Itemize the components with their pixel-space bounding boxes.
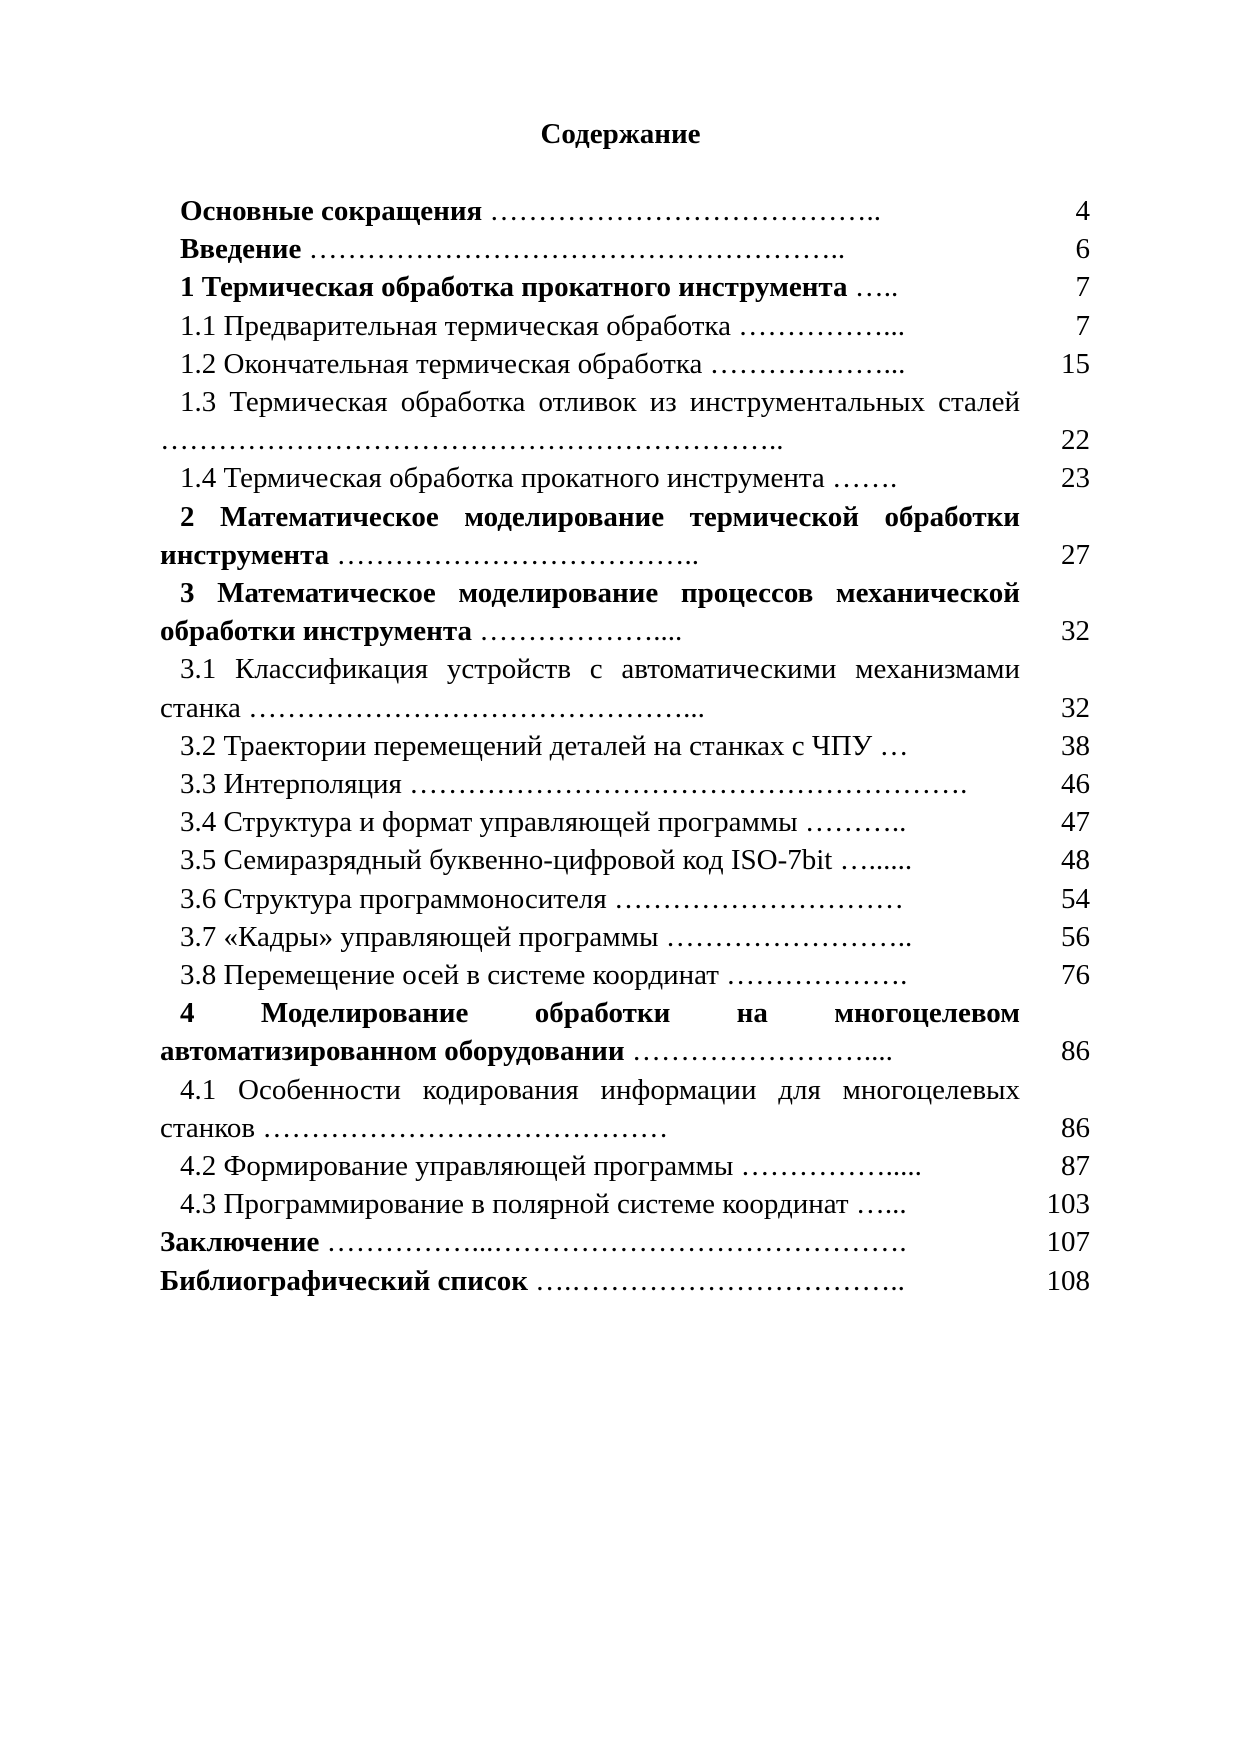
toc-entry bbox=[160, 192, 1090, 230]
toc-entry-title: 3.1 Классификация устройств с автоматическими механизмами станка bbox=[160, 653, 1020, 724]
toc-entry-text bbox=[160, 650, 1020, 726]
toc-entry bbox=[160, 1147, 1090, 1185]
toc-entry bbox=[160, 268, 1090, 306]
toc-entry-page-number: 32 bbox=[1061, 691, 1090, 724]
toc-entry-page-number: 27 bbox=[1061, 538, 1090, 571]
toc-entry bbox=[160, 918, 1090, 956]
toc-entry-title: 4.1 Особенности кодирования информации для многоцелевых станков bbox=[160, 1073, 1020, 1144]
toc-entry-text bbox=[160, 880, 1020, 918]
toc-entry-title: 1.2 Окончательная термическая обработка bbox=[180, 347, 703, 380]
toc-entry-text bbox=[160, 994, 1020, 1070]
toc-entry-leader: ……………….... bbox=[479, 615, 683, 648]
toc-entry-title: 3.6 Структура программоносителя bbox=[180, 882, 607, 915]
toc-entry bbox=[160, 841, 1090, 879]
toc-entry-text bbox=[160, 383, 1020, 459]
toc-entry bbox=[160, 803, 1090, 841]
toc-entry bbox=[160, 1185, 1090, 1223]
toc-entry bbox=[160, 383, 1090, 459]
toc-entry-leader: ……………..... bbox=[740, 1150, 922, 1183]
toc-entry-leader: ……………... bbox=[738, 309, 905, 342]
toc-entry-title: 3.3 Интерполяция bbox=[180, 768, 402, 801]
toc-entry-title: 2 Математическое моделирование термической обработки инструмента bbox=[160, 500, 1020, 571]
toc-entry-leader: ….. bbox=[854, 271, 899, 304]
toc-entry-title: 1 Термическая обработка прокатного инструмента bbox=[180, 271, 848, 304]
toc-entry-title: 4.3 Программирование в полярной системе координат bbox=[180, 1188, 849, 1221]
toc-entry-leader: ……………………………………………….. bbox=[308, 233, 846, 266]
toc-entry-page-number: 48 bbox=[1061, 844, 1090, 877]
toc-entry-title: 4.2 Формирование управляющей программы bbox=[180, 1150, 734, 1183]
toc-entry-page-number: 87 bbox=[1061, 1150, 1090, 1183]
toc-entry-page-number: 4 bbox=[1075, 195, 1090, 227]
toc-entry-text bbox=[160, 803, 1020, 841]
toc-entry-page-number: 86 bbox=[1061, 1035, 1090, 1068]
toc-entry-title: Введение bbox=[180, 233, 302, 266]
toc-entry-title: 1.3 Термическая обработка отливок из инструментальных сталей bbox=[180, 386, 1020, 419]
toc-entry-text bbox=[160, 956, 1020, 994]
toc-entry-text bbox=[160, 841, 1020, 879]
toc-entry-page-number: 6 bbox=[1075, 233, 1090, 266]
toc-entry bbox=[160, 956, 1090, 994]
toc-entry-text bbox=[160, 345, 1020, 383]
toc-entry bbox=[160, 307, 1090, 345]
table-of-contents bbox=[160, 192, 1090, 1300]
toc-entry-title: Библиографический список bbox=[160, 1264, 528, 1297]
toc-entry-text bbox=[160, 307, 1020, 345]
toc-entry-leader: …………………………………………………. bbox=[409, 768, 968, 801]
toc-entry-page-number: 38 bbox=[1061, 729, 1090, 762]
toc-entry-title: Основные сокращения bbox=[180, 195, 483, 227]
toc-entry-title: Заключение bbox=[160, 1226, 320, 1259]
toc-entry-text bbox=[160, 1185, 1020, 1223]
toc-entry bbox=[160, 994, 1090, 1070]
toc-entry-leader: …………………….. bbox=[665, 920, 913, 953]
toc-entry-page-number: 56 bbox=[1061, 920, 1090, 953]
toc-entry-page-number: 7 bbox=[1075, 309, 1090, 342]
toc-entry-leader: …………………………………… bbox=[262, 1111, 669, 1144]
toc-entry-text bbox=[160, 918, 1020, 956]
toc-entry-leader: … bbox=[879, 729, 909, 762]
toc-entry bbox=[160, 1262, 1090, 1300]
toc-entry-page-number: 103 bbox=[1046, 1188, 1090, 1221]
toc-entry-title: 3.8 Перемещение осей в системе координат bbox=[180, 959, 719, 992]
toc-entry-leader: ………………. bbox=[726, 959, 908, 992]
toc-entry-title: 3.2 Траектории перемещений деталей на станках с ЧПУ bbox=[180, 729, 873, 762]
toc-entry-leader: ………………………………………... bbox=[248, 691, 705, 724]
toc-entry-title: 1.4 Термическая обработка прокатного инструмента bbox=[180, 462, 825, 495]
toc-entry-page-number: 46 bbox=[1061, 768, 1090, 801]
toc-entry-leader: …...... bbox=[839, 844, 913, 877]
toc-entry-page-number: 7 bbox=[1075, 271, 1090, 304]
toc-entry-text bbox=[160, 459, 1020, 497]
toc-entry-title: 1.1 Предварительная термическая обработка bbox=[180, 309, 731, 342]
toc-entry-text bbox=[160, 268, 1020, 306]
toc-entry-leader: ………………... bbox=[709, 347, 906, 380]
toc-entry bbox=[160, 498, 1090, 574]
toc-entry bbox=[160, 880, 1090, 918]
toc-entry bbox=[160, 765, 1090, 803]
toc-entry-text bbox=[160, 1147, 1020, 1185]
toc-entry-leader: …... bbox=[855, 1188, 907, 1221]
toc-entry-page-number: 15 bbox=[1061, 347, 1090, 380]
toc-entry bbox=[160, 727, 1090, 765]
toc-entry-page-number: 86 bbox=[1061, 1111, 1090, 1144]
toc-entry-leader: ……………………………………………………….. bbox=[160, 424, 784, 457]
toc-entry-title: 3.7 «Кадры» управляющей программы bbox=[180, 920, 659, 953]
toc-entry-leader: ……………...……………………………………. bbox=[326, 1226, 907, 1259]
toc-entry-page-number: 22 bbox=[1061, 424, 1090, 457]
toc-entry bbox=[160, 574, 1090, 650]
toc-entry bbox=[160, 1223, 1090, 1261]
toc-entry bbox=[160, 1071, 1090, 1147]
toc-entry-page-number: 32 bbox=[1061, 615, 1090, 648]
toc-entry-text bbox=[160, 192, 1020, 230]
toc-entry bbox=[160, 459, 1090, 497]
toc-entry-page-number: 107 bbox=[1046, 1226, 1090, 1259]
toc-entry-text bbox=[160, 498, 1020, 574]
toc-entry-text bbox=[160, 1071, 1020, 1147]
toc-entry-page-number: 76 bbox=[1061, 959, 1090, 992]
toc-entry-page-number: 108 bbox=[1046, 1264, 1090, 1297]
toc-entry-leader: ……….. bbox=[804, 806, 907, 839]
toc-entry-text bbox=[160, 1223, 1020, 1261]
toc-entry-text bbox=[160, 230, 1020, 268]
toc-entry-title: 3.4 Структура и формат управляющей программы bbox=[180, 806, 798, 839]
toc-entry-title: 3 Математическое моделирование процессов механической обработки инструмента bbox=[160, 577, 1020, 648]
toc-entry-leader: ………………………… bbox=[613, 882, 904, 915]
toc-entry bbox=[160, 230, 1090, 268]
toc-entry-title: 4 Моделирование обработки на многоцелевом автоматизированном оборудовании bbox=[160, 997, 1020, 1068]
toc-entry-text bbox=[160, 1262, 1020, 1300]
toc-entry-leader: ………………………………….. bbox=[489, 195, 881, 227]
toc-entry-text bbox=[160, 574, 1020, 650]
toc-entry-leader: ……. bbox=[832, 462, 898, 495]
toc-entry-page-number: 47 bbox=[1061, 806, 1090, 839]
toc-entry-page-number: 54 bbox=[1061, 882, 1090, 915]
toc-entry-leader: ….…………………………….. bbox=[535, 1264, 905, 1297]
toc-entry-page-number: 23 bbox=[1061, 462, 1090, 495]
toc-entry-text bbox=[160, 727, 1020, 765]
toc-entry-leader: …………………….... bbox=[631, 1035, 893, 1068]
toc-entry-leader: ……………………………….. bbox=[336, 538, 699, 571]
toc-entry-title: 3.5 Семиразрядный буквенно-цифровой код ISO-7bit bbox=[180, 844, 833, 877]
toc-entry bbox=[160, 650, 1090, 726]
toc-entry-text bbox=[160, 765, 1020, 803]
toc-entry bbox=[160, 345, 1090, 383]
document-title: Содержание bbox=[540, 118, 701, 150]
